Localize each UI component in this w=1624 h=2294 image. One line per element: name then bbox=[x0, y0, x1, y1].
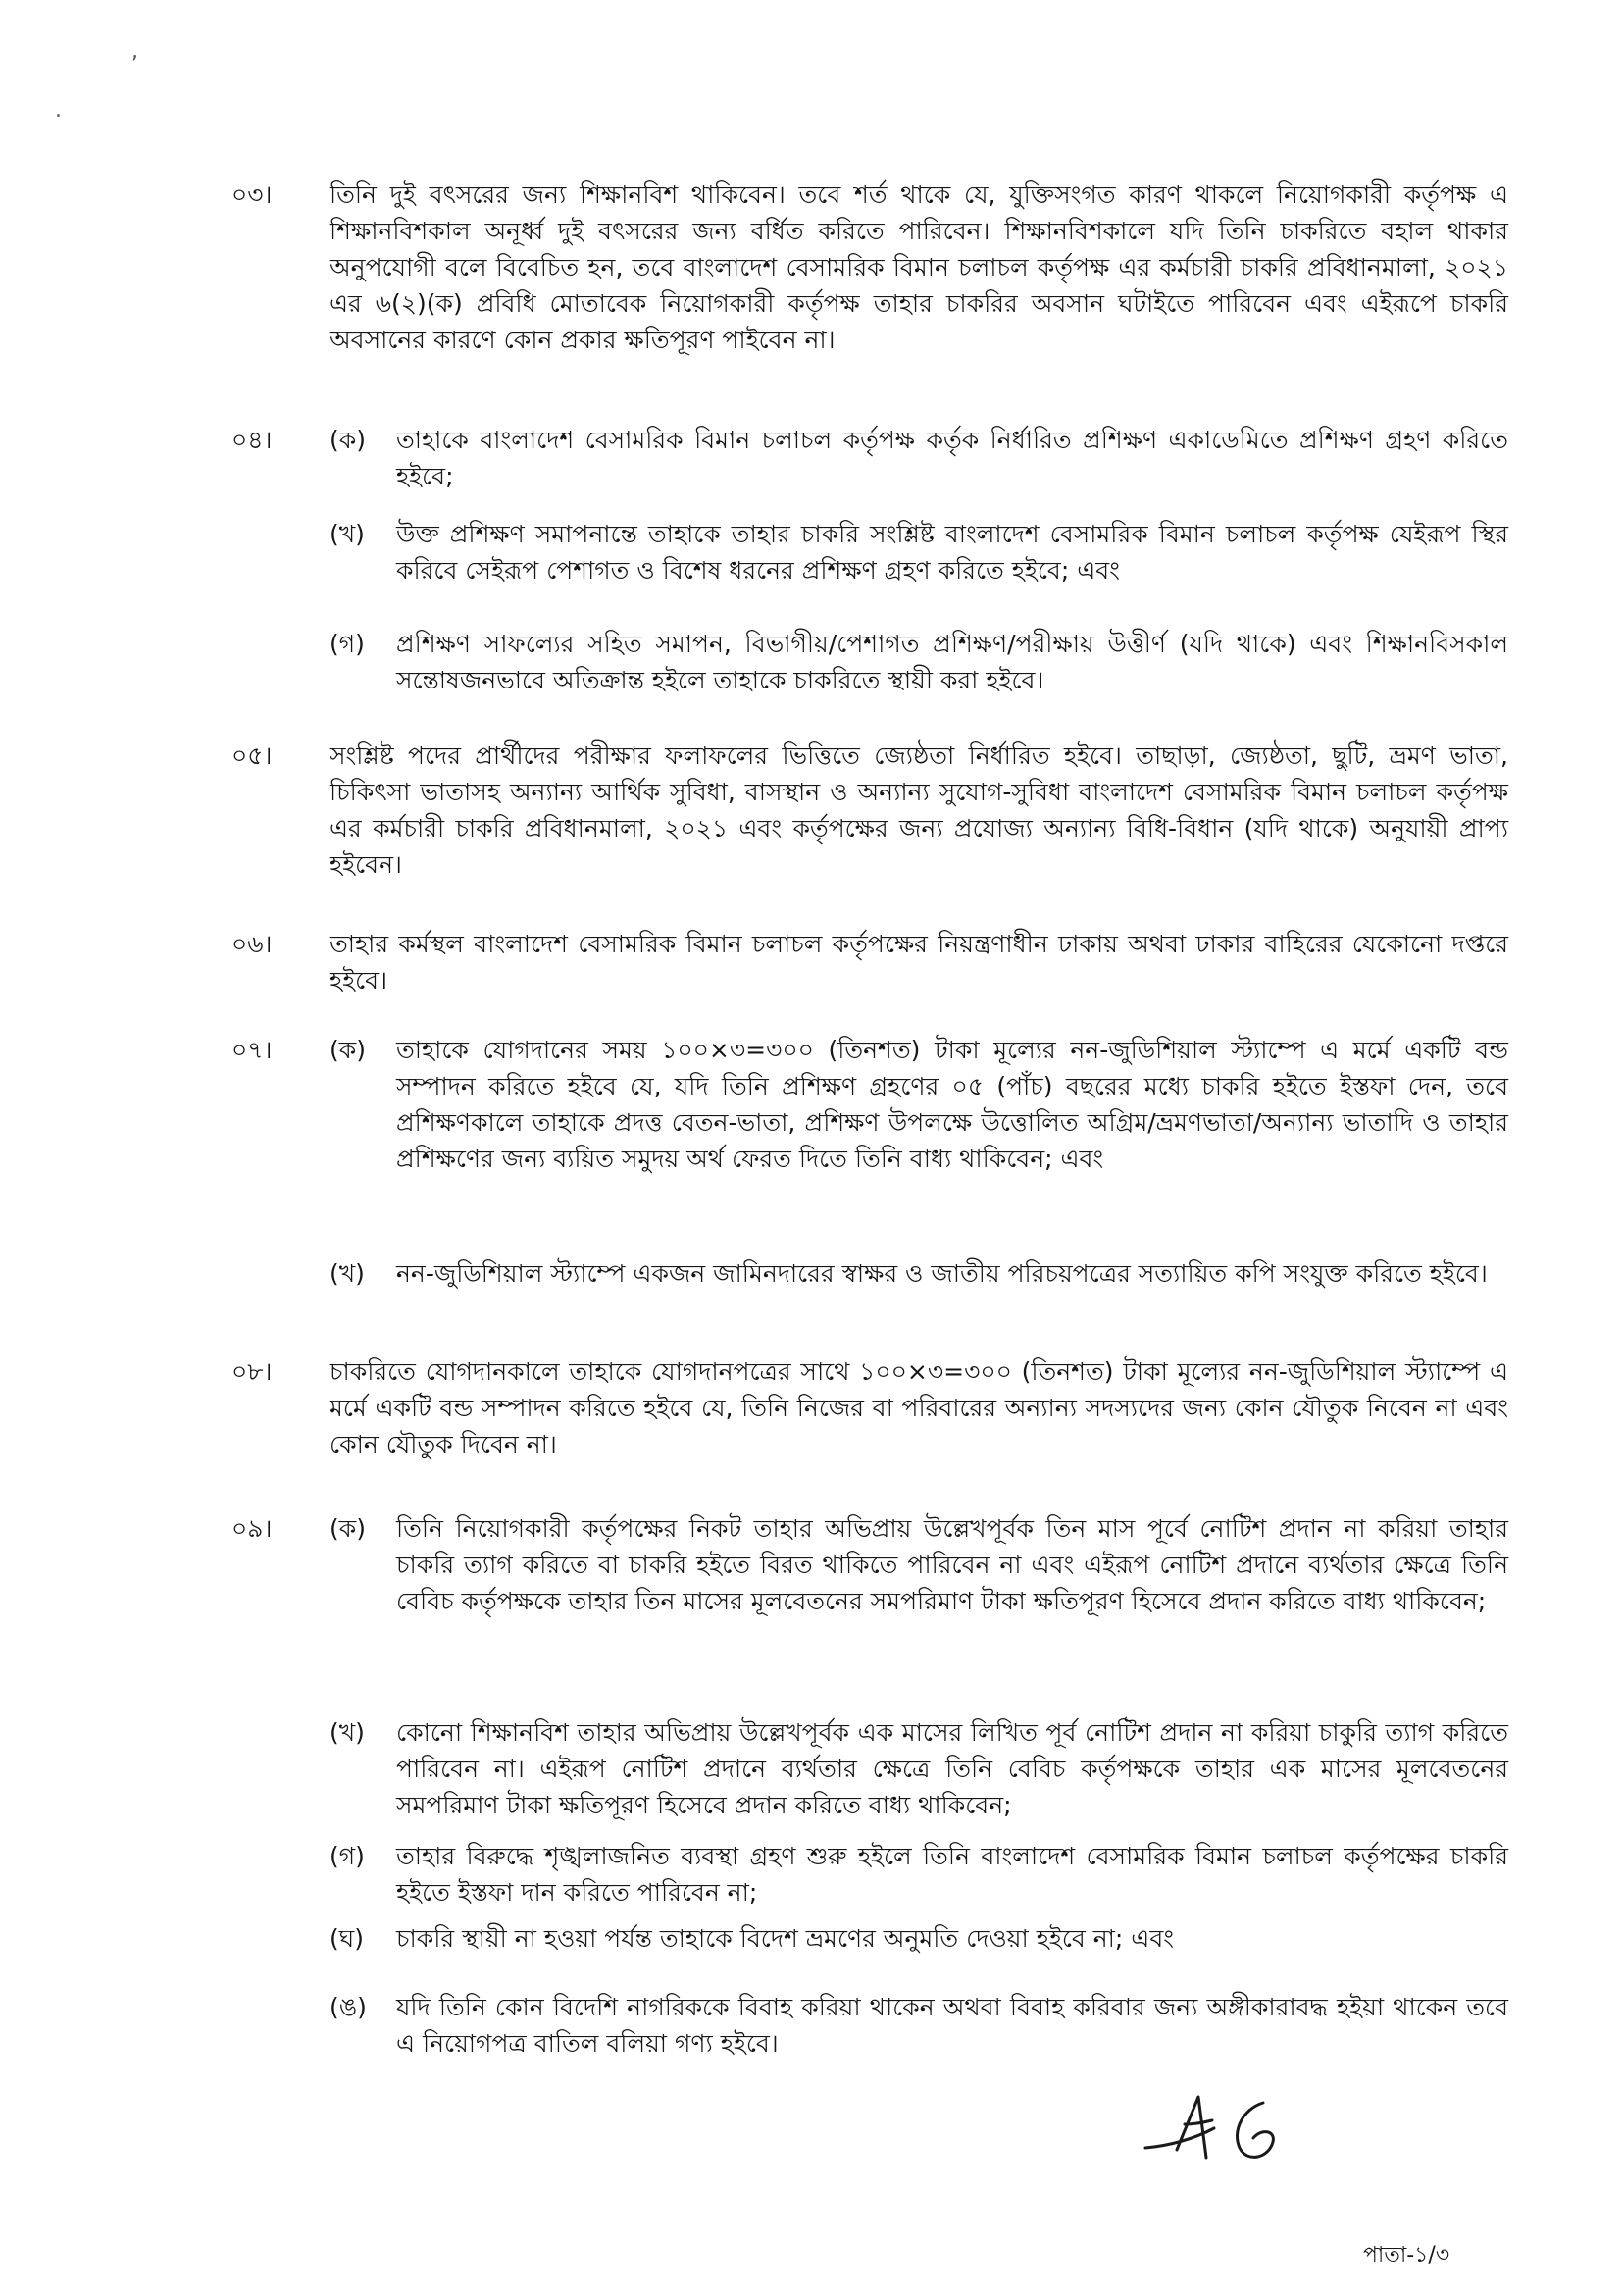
clause-number: ০৬। bbox=[231, 930, 273, 958]
clause-number: ০৩। bbox=[231, 180, 273, 209]
clause-number: ০৭। bbox=[231, 1036, 273, 1064]
item-text: নন-জুডিশিয়াল স্ট্যাম্পে একজন জামিনদারের স্বাক্ষর ও জাতীয় পরিচয়পত্রের সত্যায়িত কপি সংযুক্ত করিতে হইবে। bbox=[396, 1259, 1488, 1288]
item-marker: (ঙ) bbox=[330, 1993, 367, 2021]
clause-09 bbox=[231, 1510, 1508, 2079]
item-marker: (ক) bbox=[330, 426, 366, 454]
clause-number: ০৫। bbox=[231, 741, 273, 770]
scan-mark: , bbox=[131, 39, 138, 64]
clause-text: তিনি দুই বৎসরের জন্য শিক্ষানবিশ থাকিবেন। তবে শর্ত থাকে যে, যুক্তিসংগত কারণ থাকলে নিয়োগকারী কর্তৃপক্ষ এ শিক্ষানবিশকাল অনূর্ধ্ব দুই বৎসরের জন্য বর্ধিত করিতে পারিবেন। শিক্ষানবিশকালে যদি তিনি চাকরিতে বহাল থাকার অনুপযোগী বলে বিবেচিত হন, তবে বাংলাদেশ বেসামরিক বিমান চলাচল কর্তৃপক্ষ এর কর্মচারী চাকরি প্রবিধানমালা, ২০২১ এর ৬(২)(ক) প্রবিধি মোতাবেক নিয়োগকারী কর্তৃপক্ষ তাহার চাকরির অবসান ঘটাইতে পারিবেন এবং এইরূপে চাকরি অবসানের কারণে কোন প্রকার ক্ষতিপূরণ পাইবেন না। bbox=[330, 180, 1508, 354]
item-text: তিনি নিয়োগকারী কর্তৃপক্ষের নিকট তাহার অভিপ্রায় উল্লেখপূর্বক তিন মাস পূর্বে নোটিশ প্রদান না করিয়া তাহার চাকরি ত্যাগ করিতে বা চাকরি হইতে বিরত থাকিতে পারিবেন না এবং এইরূপ নোটিশ প্রদানে ব্যর্থতার ক্ষেত্রে তিনি বেবিচ কর্তৃপক্ষকে তাহার তিন মাসের মূলবেতনের সমপরিমাণ টাকা ক্ষতিপূরণ হিসেবে প্রদান করিতে বাধ্য থাকিবেন; bbox=[396, 1514, 1508, 1615]
signature-initials bbox=[1138, 2089, 1304, 2177]
item-marker: (ক) bbox=[330, 1036, 366, 1064]
item-text: প্রশিক্ষণ সাফল্যের সহিত সমাপন, বিভাগীয়/পেশাগত প্রশিক্ষণ/পরীক্ষায় উত্তীর্ণ (যদি থাকে) এবং শিক্ষানবিসকাল সন্তোষজনভাবে অতিক্রান্ত হইলে তাহাকে চাকরিতে স্থায়ী করা হইবে। bbox=[396, 630, 1508, 694]
clause-text: সংশ্লিষ্ট পদের প্রার্থীদের পরীক্ষার ফলাফলের ভিত্তিতে জ্যেষ্ঠতা নির্ধারিত হইবে। তাছাড়া, জ্যেষ্ঠতা, ছুটি, ভ্রমণ ভাতা, চিকিৎসা ভাতাসহ অন্যান্য আর্থিক সুবিধা, বাসস্থান ও অন্যান্য সুযোগ-সুবিধা বাংলাদেশ বেসামরিক বিমান চলাচল কর্তৃপক্ষ এর কর্মচারী চাকরি প্রবিধানমালা, ২০২১ এবং কর্তৃপক্ষের জন্য প্রযোজ্য অন্যান্য বিধি-বিধান (যদি থাকে) অনুযায়ী প্রাপ্য হইবেন। bbox=[330, 741, 1508, 879]
item-text: কোনো শিক্ষানবিশ তাহার অভিপ্রায় উল্লেখপূর্বক এক মাসের লিখিত পূর্ব নোটিশ প্রদান না করিয়া চাকুরি ত্যাগ করিতে পারিবেন না। এইরূপ নোটিশ প্রদানে ব্যর্থতার ক্ষেত্রে তিনি বেবিচ কর্তৃপক্ষকে তাহার এক মাসের মূলবেতনের সমপরিমাণ টাকা ক্ষতিপূরণ হিসেবে প্রদান করিতে বাধ্য থাকিবেন; bbox=[396, 1718, 1508, 1819]
page-number: পাতা-১/৩ bbox=[1363, 2243, 1450, 2268]
clause-07 bbox=[231, 1032, 1508, 1326]
item-marker: (খ) bbox=[330, 1259, 365, 1288]
item-marker: (খ) bbox=[330, 520, 365, 548]
item-marker: (ক) bbox=[330, 1514, 366, 1543]
clause-text: তাহার কর্মস্থল বাংলাদেশ বেসামরিক বিমান চলাচল কর্তৃপক্ষের নিয়ন্ত্রণাধীন ঢাকায় অথবা ঢাকার বাহিরের যেকোনো দপ্তরে হইবে। bbox=[330, 930, 1508, 994]
item-text: চাকরি স্থায়ী না হওয়া পর্যন্ত তাহাকে বিদেশ ভ্রমণের অনুমতি দেওয়া হইবে না; এবং bbox=[396, 1924, 1174, 1953]
item-text: যদি তিনি কোন বিদেশি নাগরিককে বিবাহ করিয়া থাকেন অথবা বিবাহ করিবার জন্য অঙ্গীকারাবদ্ধ হইয়া থাকেন তবে এ নিয়োগপত্র বাতিল বলিয়া গণ্য হইবে। bbox=[396, 1993, 1508, 2058]
item-text: তাহাকে বাংলাদেশ বেসামরিক বিমান চলাচল কর্তৃপক্ষ কর্তৃক নির্ধারিত প্রশিক্ষণ একাডেমিতে প্রশিক্ষণ গ্রহণ করিতে হইবে; bbox=[396, 426, 1508, 490]
item-text: উক্ত প্রশিক্ষণ সমাপনান্তে তাহাকে তাহার চাকরি সংশ্লিষ্ট বাংলাদেশ বেসামরিক বিমান চলাচল কর্তৃপক্ষ যেইরূপ স্থির করিবে সেইরূপ পেশাগত ও বিশেষ ধরনের প্রশিক্ষণ গ্রহণ করিতে হইবে; এবং bbox=[396, 520, 1508, 585]
clause-number: ০৮। bbox=[231, 1357, 273, 1386]
item-marker: (গ) bbox=[330, 1842, 365, 1870]
item-text: তাহার বিরুদ্ধে শৃঙ্খলাজনিত ব্যবস্থা গ্রহণ শুরু হইলে তিনি বাংলাদেশ বেসামরিক বিমান চলাচল কর্তৃপক্ষের চাকরি হইতে ইস্তফা দান করিতে পারিবেন না; bbox=[396, 1842, 1508, 1907]
scan-mark: . bbox=[55, 98, 62, 123]
clause-06 bbox=[231, 926, 1508, 1004]
item-text: তাহাকে যোগদানের সময় ১০০×৩=৩০০ (তিনশত) টাকা মূল্যের নন-জুডিশিয়াল স্ট্যাম্পে এ মর্মে একটি বন্ড সম্পাদন করিতে হইবে যে, যদি তিনি প্রশিক্ষণ গ্রহণের ০৫ (পাঁচ) বছরের মধ্যে চাকরি হইতে ইস্তফা দেন, তবে প্রশিক্ষণকালে তাহাকে প্রদত্ত বেতন-ভাতা, প্রশিক্ষণ উপলক্ষে উত্তোলিত অগ্রিম/ভ্রমণভাতা/অন্যান্য ভাতাদি ও তাহার প্রশিক্ষণের জন্য ব্যয়িত সমুদয় অর্থ ফেরত দিতে তিনি বাধ্য থাকিবেন; এবং bbox=[396, 1036, 1508, 1173]
clause-text: চাকরিতে যোগদানকালে তাহাকে যোগদানপত্রের সাথে ১০০×৩=৩০০ (তিনশত) টাকা মূল্যের নন-জুডিশিয়াল স্ট্যাম্পে এ মর্মে একটি বন্ড সম্পাদন করিতে হইবে যে, তিনি নিজের বা পরিবারের অন্যান্য সদস্যদের জন্য কোন যৌতুক নিবেন না এবং কোন যৌতুক দিবেন না। bbox=[330, 1357, 1508, 1458]
item-marker: (গ) bbox=[330, 630, 365, 658]
clause-04 bbox=[231, 422, 1508, 716]
clause-03 bbox=[231, 177, 1508, 402]
clause-number: ০৯। bbox=[231, 1514, 273, 1543]
item-marker: (খ) bbox=[330, 1718, 365, 1747]
clause-08 bbox=[231, 1353, 1508, 1471]
clause-number: ০৪। bbox=[231, 426, 273, 454]
item-marker: (ঘ) bbox=[330, 1924, 364, 1953]
clause-05 bbox=[231, 738, 1508, 894]
